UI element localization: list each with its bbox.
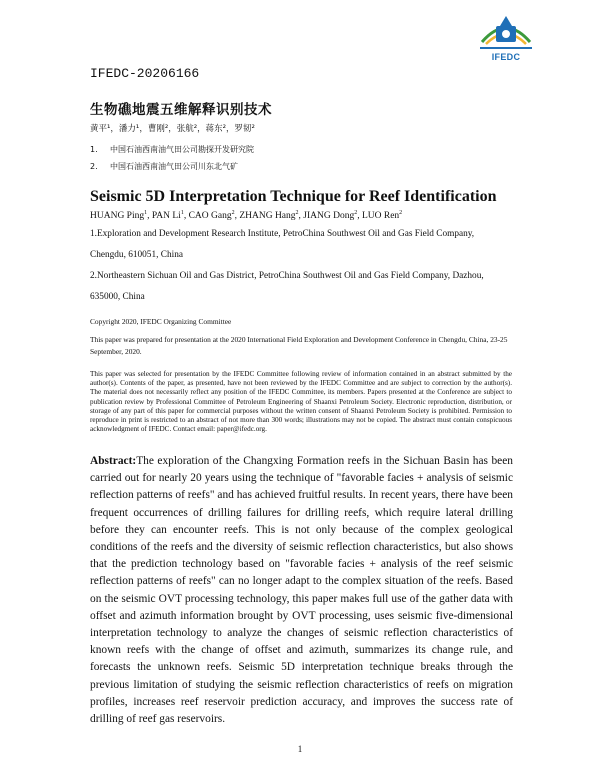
english-title: Seismic 5D Interpretation Technique for Reef Identification — [90, 188, 497, 205]
author-name: CAO Gang — [188, 211, 232, 222]
chinese-title: 生物礁地震五维解释识别技术 — [90, 102, 272, 118]
abstract-text: The exploration of the Changxing Formation reefs in the Sichuan Basin has been carried out for nearly 20 years using the technique of "favorable facies + analysis of seismic reflection patterns of reefs" and has achieved fruitful results. In recent years, there have been frequent occurrences of drilling failures for drilling reefs, which require lateral drilling before they can encounter reefs. This is not only because of the complex geological conditions of the reefs and the diversity of seismic reflection characteristics, but also shows that the prediction technology based on "favorable facies + analysis of the reef seismic reflection patterns of reefs" can no longer adapt to the complex situation of the reefs. Based on the seismic OVT processing technology, this paper makes full use of the gather data with offset and azimuth information brought by OVT processing, uses seismic five-dimensional interpretation technology to analyze the changes of seismic reflection characteristics of known reefs with the change of offset and azimuth, summarizes its change rule, and forecasts the unknown reefs. Seismic 5D interpretation technique breaks through the previous limitation of studying the seismic reflection characteristics of reefs on migration profiles, increases reef reservoir prediction accuracy, and improves the success rate of drilling of reef gas reservoirs. — [90, 455, 513, 726]
author-name: HUANG Ping — [90, 211, 145, 222]
author-name: LUO Ren — [361, 211, 400, 222]
author-affiliation-mark: 1 — [180, 210, 184, 216]
logo-emblem-icon — [472, 12, 540, 54]
author-name: ZHANG Hang — [239, 211, 296, 222]
abstract-label: Abstract: — [90, 455, 137, 467]
author-affiliation-mark: 1 — [144, 210, 148, 216]
author-name: JIANG Dong — [303, 211, 355, 222]
logo-text: IFEDC — [491, 52, 521, 62]
author-name: PAN Li — [151, 211, 181, 222]
english-authors: HUANG Ping$^1$, PAN Li$^1$, CAO Gang$^2$, ZHANG Hang$^2$, JIANG Dong$^2$, LUO Ren$^2$ — [90, 210, 403, 222]
chinese-authors: 黄平¹，潘力¹，曹刚²，张航²，蒋东²，罗韧² — [90, 124, 255, 134]
ifedc-logo — [472, 12, 540, 64]
chinese-affiliation-1 — [90, 144, 510, 155]
affiliation-text: 中国石油西南油气田公司勘探开发研究院 — [110, 145, 254, 154]
presentation-note: This paper was prepared for presentation at the 2020 International Field Exploration and Development Conference in Chengdu, China, 23-25 September, 2020. — [90, 335, 508, 356]
copyright-line: Copyright 2020, IFEDC Organizing Committee — [90, 317, 232, 326]
english-affiliation-1: 1.Exploration and Development Research Institute, PetroChina Southwest Oil and Gas Field Company, Chengdu, 610051, China — [90, 229, 475, 260]
review-notice: This paper was selected for presentation by the IFEDC Committee following review of information contained in an abstract submitted by the author(s). Contents of the paper, as presented, have not been reviewed by the IFEDC Committee and are subject to correction by the author(s). The material does not necessarily reflect any position of the IFEDC Committee, its members. Papers presented at the Conference are subject to publication review by Professional Committee of Petroleum Engineering of Shaanxi Petroleum Society. Electronic reproduction, distribution, or storage of any part of this paper for commercial purposes without the written consent of Shaanxi Petroleum Society is prohibited. Permission to reproduce in print is restricted to an abstract of not more than 300 words; illustrations may not be copied. The abstract must contain conspicuous acknowledgment of IFEDC. Contact email: paper@ifedc.org. — [90, 370, 512, 434]
english-affiliation-2: 2.Northeastern Sichuan Oil and Gas District, PetroChina Southwest Oil and Gas Field Company, Dazhou, 635000, China — [90, 271, 484, 302]
affiliation-number: 2. — [90, 162, 98, 171]
author-affiliation-mark: 2 — [399, 210, 403, 216]
affiliation-text: 中国石油西南油气田公司川东北气矿 — [110, 162, 238, 171]
author-affiliation-mark: 2 — [295, 210, 299, 216]
affiliation-number: 1. — [90, 145, 98, 154]
paper-code: IFEDC-20206166 — [90, 66, 200, 81]
author-affiliation-mark: 2 — [354, 210, 358, 216]
abstract — [90, 453, 513, 728]
author-affiliation-mark: 2 — [231, 210, 235, 216]
page-number: 1 — [297, 744, 303, 754]
chinese-affiliation-2 — [90, 161, 510, 172]
